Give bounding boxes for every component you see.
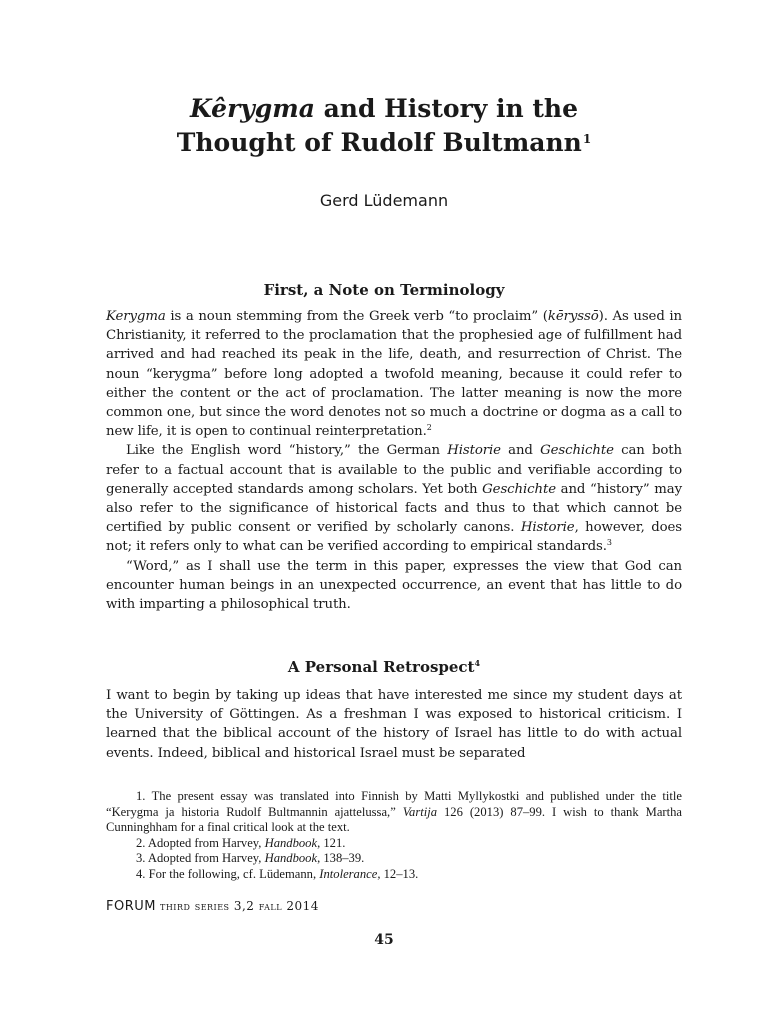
section-heading-retrospect: A Personal Retrospect$^4$: [287, 658, 481, 676]
footnote-1: 1. The present essay was translated into Finnish by Matti Myllykostki and published under the title “Kerygma ja historia Rudolf Bultmannin ajattelussa,” Vartija 126 (2013) 87–99. I wish to thank Martha Cunninghham for a final critical look at the text.: [106, 789, 682, 834]
footnote-4: 4. For the following, cf. Lüdemann, Intolerance, 12–13.: [136, 866, 419, 881]
article-title: [0, 94, 768, 158]
title-line-2: Thought of Rudolf Bultmann$^1$: [176, 128, 592, 157]
section-body-terminology: [106, 307, 682, 614]
footnote-ref: 4: [474, 658, 481, 668]
footnote-ref: 2: [426, 423, 432, 433]
footnote-3: 3. Adopted from Harvey, Handbook, 138–39.: [136, 851, 365, 865]
page-number: 45: [374, 932, 394, 948]
title-italic-word: Kêrygma: [189, 94, 315, 123]
section-heading-terminology: First, a Note on Terminology: [263, 281, 505, 299]
title-line-1: [0, 94, 768, 124]
paragraph: Kerygma is a noun stemming from the Greek verb “to proclaim” (kēryssō). As used in Christianity, it referred to the proclamation that the prophesied age of fulfillment had arrived and had reached its peak in the life, death, and resurrection of Christ. The noun “kerygma” before long adopted a twofold meaning, because it could refer to either the content or the act of proclamation. The latter meaning is now the more common one, but since the word denotes not so much a doctrine or dogma as a call to new life, it is open to continual reinterpretation.$^2$: [106, 309, 682, 440]
footnote-ref: 3: [606, 538, 612, 548]
paragraph: Like the English word “history,” the German Historie and Geschichte can both refer to a factual account that is available to the public and verifiable according to generally accepted standards among scholars. Yet both Geschichte and “history” may also refer to the significance of historical facts and thus to that which cannot be certified by public consent or verified by scholarly canons. Historie, however, does not; it refers only to what can be verified according to empirical standards.$^3$: [106, 443, 683, 555]
journal-footer: [106, 899, 319, 914]
paragraph: “Word,” as I shall use the term in this paper, expresses the view that God can encounter human beings in an unexpected occurrence, an event that has little to do with imparting a philosophical truth.: [106, 558, 682, 613]
journal-name: FORUM: [106, 899, 156, 914]
title-line-1-rest: and History in the: [314, 94, 578, 123]
journal-series: third series 3,2 fall 2014: [159, 899, 319, 913]
footnote-2: 2. Adopted from Harvey, Handbook, 121.: [136, 835, 346, 850]
title-footnote-mark: 1: [582, 132, 592, 146]
author-name: Gerd Lüdemann: [319, 191, 449, 210]
footnotes: [106, 789, 682, 882]
paragraph: I want to begin by taking up ideas that have interested me since my student days at the University of Göttingen. As a freshman I was exposed to historical criticism. I learned that the biblical account of the history of Israel has little to do with actual events. Indeed, biblical and historical Israel must be separated: [106, 688, 682, 761]
section-body-retrospect: [106, 686, 682, 763]
